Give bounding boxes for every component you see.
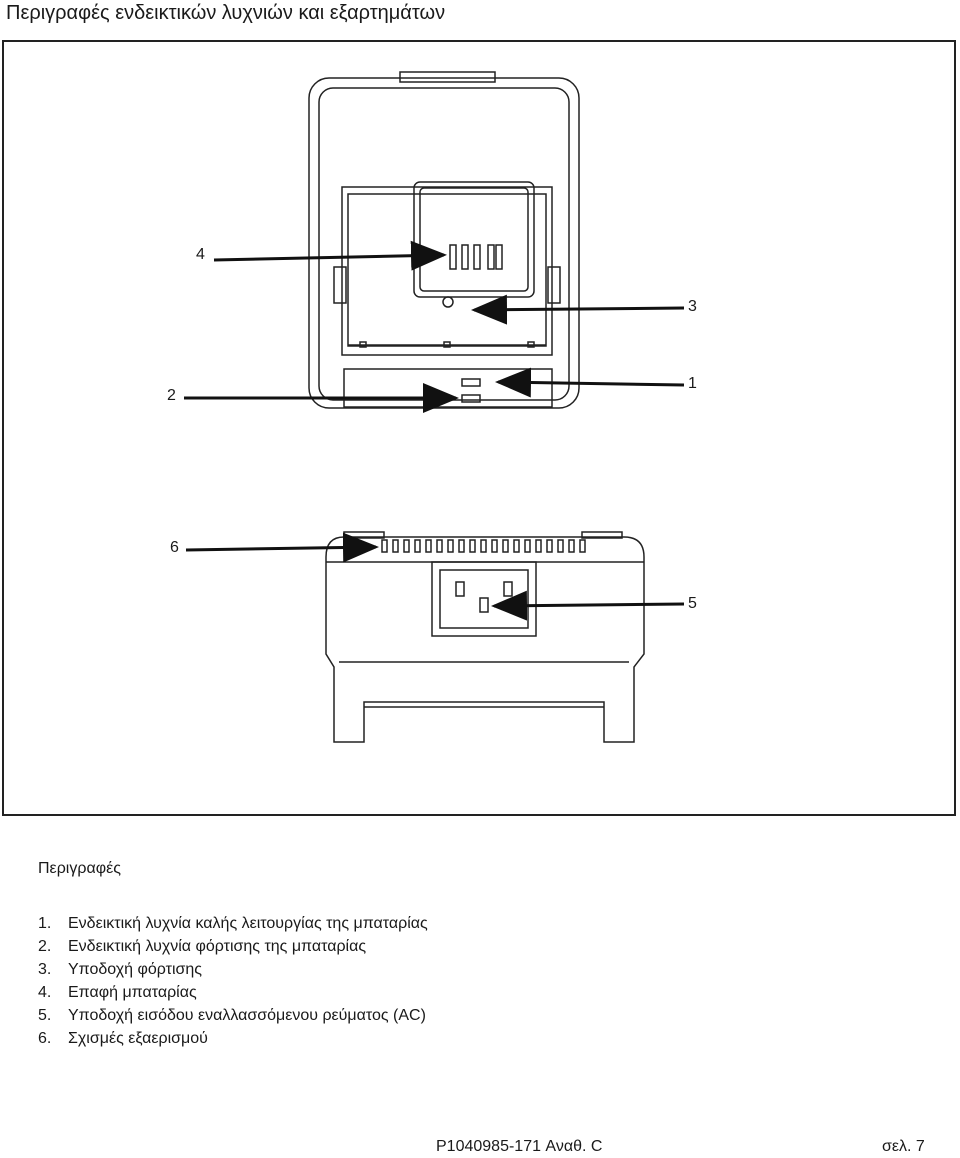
charger-diagram: [2, 40, 956, 816]
callout-4: 4: [196, 246, 205, 263]
charger-top-view: [309, 72, 579, 408]
battery-contacts: [450, 245, 502, 269]
list-item: [38, 958, 428, 981]
list-item: [38, 1027, 428, 1050]
item-number: 2.: [38, 938, 52, 955]
callout-6: 6: [170, 539, 179, 556]
callout-1: 1: [688, 375, 697, 392]
item-text: Επαφή μπαταρίας: [68, 984, 197, 1001]
item-text: Ενδεικτική λυχνία φόρτισης της μπαταρίας: [68, 938, 367, 955]
charger-drawing: [4, 42, 954, 814]
callout-5: 5: [688, 595, 697, 612]
list-item: [38, 912, 428, 935]
document-number: P1040985-171 Αναθ. C: [436, 1138, 603, 1155]
item-number: 5.: [38, 1007, 52, 1024]
page-number: σελ. 7: [882, 1138, 925, 1155]
item-text: Υποδοχή εισόδου εναλλασσόμενου ρεύματος (AC): [68, 1007, 426, 1024]
ac-inlet: [432, 562, 536, 636]
item-number: 3.: [38, 961, 52, 978]
descriptions-heading: Περιγραφές: [38, 860, 121, 877]
item-number: 4.: [38, 984, 52, 1001]
item-text: Ενδεικτική λυχνία καλής λειτουργίας της μπαταρίας: [68, 915, 428, 932]
descriptions-list: [38, 912, 428, 1050]
callout-2: 2: [167, 387, 176, 404]
item-text: Σχισμές εξαερισμού: [68, 1030, 208, 1047]
list-item: [38, 981, 428, 1004]
item-number: 1.: [38, 915, 52, 932]
vent-slots: [382, 540, 585, 552]
item-text: Υποδοχή φόρτισης: [68, 961, 203, 978]
list-item: [38, 1004, 428, 1027]
callout-3: 3: [688, 298, 697, 315]
callout-arrows: [184, 255, 684, 606]
charger-rear-view: [326, 532, 644, 742]
item-number: 6.: [38, 1030, 52, 1047]
list-item: [38, 935, 428, 958]
page-title: Περιγραφές ενδεικτικών λυχνιών και εξαρτημάτων: [6, 2, 446, 24]
